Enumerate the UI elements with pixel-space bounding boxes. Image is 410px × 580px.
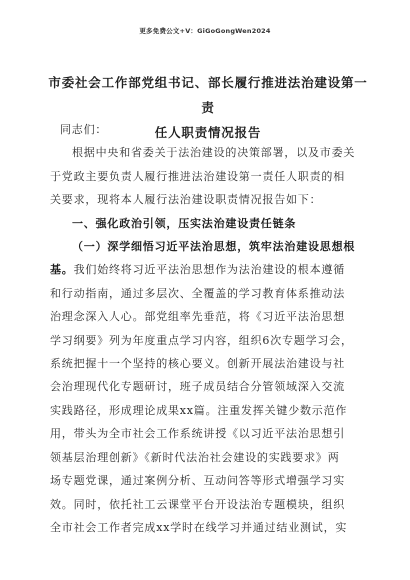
paragraph-line: 实践路径，形成理论成果xx篇。注重发挥关键少数示范作 xyxy=(50,403,348,417)
intro-line: 于党政主要负责人履行推进法治建设第一责任人职责的相 xyxy=(50,169,345,183)
intro-line: 根据中央和省委关于法治建设的决策部署，以及市委关 xyxy=(72,146,356,160)
paragraph-line: 治理念深入人心。部党组率先垂范，将《习近平法治思想 xyxy=(50,310,345,324)
subsection-heading: （一）深学细悟习近平法治思想，筑牢法治建设思想根 xyxy=(72,240,356,254)
subsection-heading-end: 基。 xyxy=(50,263,74,277)
paragraph-line: 会治理现代化专题研讨，班子成员结合分管领域深入交流 xyxy=(50,380,345,394)
paragraph-line: 全市社会工作者完成xx学时在线学习并通过结业测试，实 xyxy=(50,520,348,534)
header-note: 更多免费公文+V：GiGoGongWen2024 xyxy=(139,27,271,35)
intro-line: 关要求，现将本人履行法治建设职责情况报告如下： xyxy=(50,193,322,207)
report-body xyxy=(50,118,368,539)
paragraph-line: 效。同时，依托社工云课堂平台开设法治专题模块，组织 xyxy=(50,497,345,511)
paragraph-text: 我们始终将习近平法治思想作为法治建设的根本遵循 xyxy=(73,263,346,277)
title-line-2: 任人职责情况报告 xyxy=(154,125,262,140)
paragraph-line: 和行动指南，通过多层次、全覆盖的学习教育体系推动法 xyxy=(50,286,345,300)
greeting: 同志们： xyxy=(60,123,108,136)
paragraph-line xyxy=(50,258,368,281)
paragraph-line: 系统把握十一个坚持的核心要义。创新开展法治建设与社 xyxy=(50,357,345,371)
paragraph-line: 场专题党课，通过案例分析、互动问答等形式增强学习实 xyxy=(50,474,345,488)
section-heading: 一、强化政治引领，压实法治建设责任链条 xyxy=(72,216,297,230)
title-line-1: 市委社会工作部党组书记、部长履行推进法治建设第一责 xyxy=(48,75,368,115)
paragraph-line: 用，带头为全市社会工作系统讲授《以习近平法治思想引 xyxy=(50,427,345,441)
paragraph-line: 领基层治理创新》《新时代法治社会建设的实践要求》两 xyxy=(50,450,340,464)
paragraph-line: 学习纲要》列为年度重点学习内容，组织6次专题学习会， xyxy=(50,333,353,347)
